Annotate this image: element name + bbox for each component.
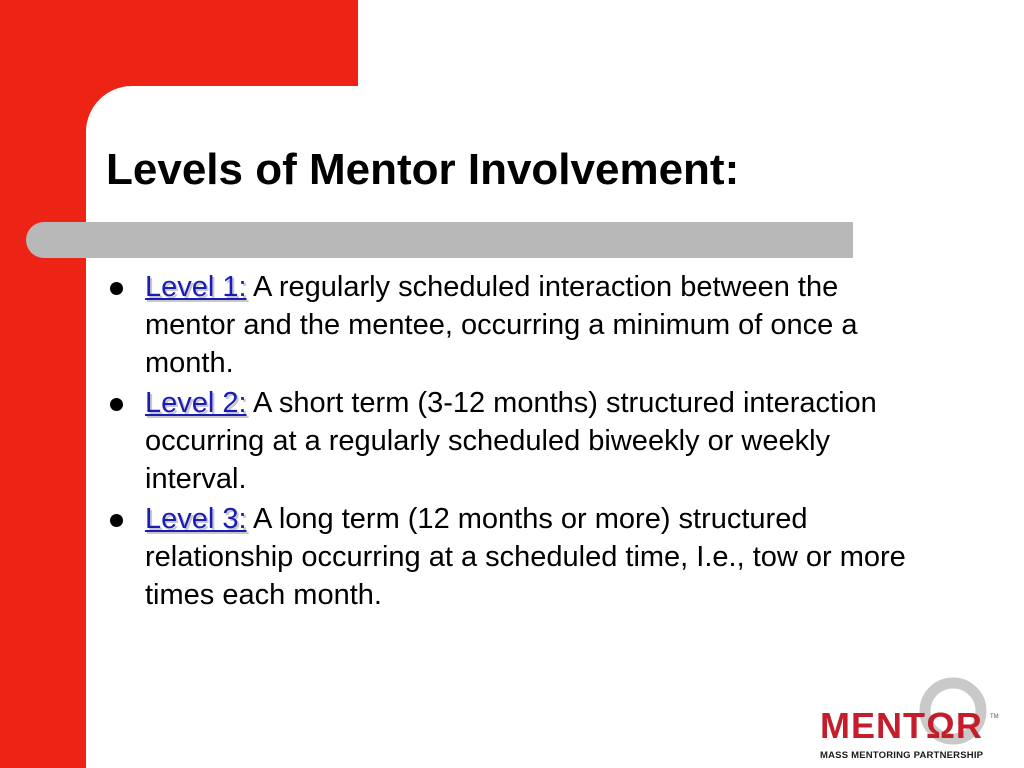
- slide-title: Levels of Mentor Involvement:: [106, 145, 740, 194]
- title-divider-bar: [26, 222, 853, 258]
- level-label: Level 3:: [145, 503, 247, 535]
- level-label: Level 1:: [145, 271, 247, 303]
- logo-wordmark: MENTΩR: [820, 705, 983, 746]
- bullet-dot-icon: [110, 398, 123, 411]
- level-description: A long term (12 months or more) structured relationship occurring at a scheduled time, I.e., tow or more times each month.: [145, 503, 906, 611]
- bullet-item-level-1: [100, 268, 920, 382]
- bullet-dot-icon: [110, 282, 123, 295]
- bullet-item-level-2: [100, 384, 920, 498]
- bullet-item-level-3: [100, 500, 920, 614]
- bullet-list: [100, 268, 920, 616]
- level-label: Level 2:: [145, 387, 247, 419]
- bullet-dot-icon: [110, 514, 123, 527]
- level-description: A short term (3-12 months) structured interaction occurring at a regularly scheduled biweekly or weekly interval.: [145, 387, 877, 495]
- logo-trademark: TM: [990, 714, 999, 720]
- mentor-logo: [812, 672, 1008, 764]
- logo-subtitle: MASS MENTORING PARTNERSHIP: [820, 750, 984, 761]
- level-description: A regularly scheduled interaction between the mentor and the mentee, occurring a minimum of once a month.: [145, 271, 858, 379]
